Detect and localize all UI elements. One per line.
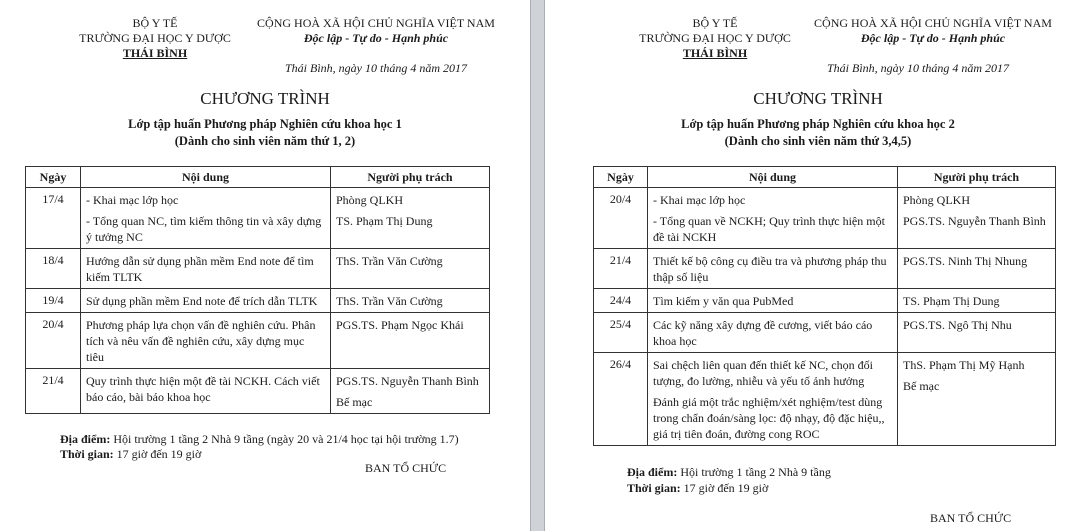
person-line: PGS.TS. Nguyễn Thanh Bình bbox=[336, 374, 479, 388]
cell-person bbox=[331, 249, 490, 289]
cell-day: 26/4 bbox=[594, 353, 648, 446]
cell-content bbox=[648, 188, 898, 249]
content-line: Hướng dẫn sử dụng phần mềm End note để tìm kiếm TLTK bbox=[86, 254, 314, 284]
content-line: Đánh giá một trắc nghiệm/xét nghiệm/test dùng trong chẩn đoán/sàng lọc: độ nhạy, độ đặc hiệu,, giá trị tiên đoán, đường cong ROC bbox=[653, 395, 885, 441]
document-page-2 bbox=[545, 0, 1089, 531]
time-label: Thời gian: bbox=[60, 447, 114, 461]
schedule-table bbox=[593, 166, 1056, 446]
time-label: Thời gian: bbox=[627, 481, 681, 495]
person-line: Phòng QLKH bbox=[903, 193, 971, 207]
document-page-1 bbox=[0, 0, 530, 531]
person-line: Bế mạc bbox=[903, 379, 940, 393]
column-header-person: Người phụ trách bbox=[898, 167, 1056, 188]
person-line: ThS. Trần Văn Cường bbox=[336, 294, 443, 308]
table-row bbox=[594, 188, 1056, 249]
person-line: PGS.TS. Nguyễn Thanh Bình bbox=[903, 214, 1046, 228]
content-line: - Khai mạc lớp học bbox=[653, 193, 746, 207]
content-line: Sai chệch liên quan đến thiết kế NC, chọn đối tượng, đo lường, nhiễu và yếu tố ảnh hưởng bbox=[653, 358, 873, 388]
location-label: Địa điểm: bbox=[627, 465, 678, 479]
org-line3: THÁI BÌNH bbox=[682, 46, 748, 60]
table-row bbox=[26, 188, 490, 249]
person-line: PGS.TS. Ngô Thị Nhu bbox=[903, 318, 1012, 332]
date-line: Thái Bình, ngày 10 tháng 4 năm 2017 bbox=[285, 61, 467, 75]
time-line bbox=[60, 447, 201, 462]
content-line: Quy trình thực hiện một đề tài NCKH. Cách viết báo cáo, bài báo khoa học bbox=[86, 374, 320, 404]
person-line: PGS.TS. Phạm Ngọc Khái bbox=[336, 318, 464, 332]
location-value: Hội trường 1 tầng 2 Nhà 9 tầng bbox=[680, 465, 831, 479]
cell-content bbox=[648, 289, 898, 313]
cell-day: 24/4 bbox=[594, 289, 648, 313]
cell-person bbox=[898, 188, 1056, 249]
cell-content bbox=[648, 313, 898, 353]
date-line: Thái Bình, ngày 10 tháng 4 năm 2017 bbox=[827, 61, 1009, 75]
nation-line2: Độc lập - Tự do - Hạnh phúc bbox=[860, 31, 1006, 45]
table-row bbox=[594, 313, 1056, 353]
column-header-content: Nội dung bbox=[648, 167, 898, 188]
cell-content bbox=[81, 369, 331, 414]
table-row bbox=[594, 353, 1056, 446]
cell-person bbox=[898, 249, 1056, 289]
program-title: CHƯƠNG TRÌNH bbox=[753, 89, 883, 108]
location-value: Hội trường 1 tầng 2 Nhà 9 tầng (ngày 20 và 21/4 học tại hội trường 1.7) bbox=[113, 432, 459, 446]
column-header-day: Ngày bbox=[594, 167, 648, 188]
cell-day: 21/4 bbox=[594, 249, 648, 289]
content-line: - Tổng quan về NCKH; Quy trình thực hiện một đề tài NCKH bbox=[653, 214, 885, 244]
cell-content bbox=[81, 289, 331, 313]
cell-day: 20/4 bbox=[26, 313, 81, 369]
cell-content bbox=[81, 313, 331, 369]
table-row bbox=[26, 369, 490, 414]
person-line: TS. Phạm Thị Dung bbox=[903, 294, 1000, 308]
nation-line1: CỘNG HOÀ XÃ HỘI CHỦ NGHĨA VIỆT NAM bbox=[814, 16, 1052, 30]
content-line: - Tổng quan NC, tìm kiếm thông tin và xây dựng ý tưởng NC bbox=[86, 214, 322, 244]
person-line: TS. Phạm Thị Dung bbox=[336, 214, 433, 228]
program-audience: (Dành cho sinh viên năm thứ 3,4,5) bbox=[724, 134, 912, 148]
location-line bbox=[627, 465, 831, 480]
cell-day: 25/4 bbox=[594, 313, 648, 353]
person-line: ThS. Trần Văn Cường bbox=[336, 254, 443, 268]
table-row bbox=[594, 289, 1056, 313]
schedule-table bbox=[25, 166, 490, 414]
cell-content bbox=[81, 188, 331, 249]
page-divider bbox=[530, 0, 545, 531]
time-line bbox=[627, 481, 768, 496]
nation-line1: CỘNG HOÀ XÃ HỘI CHỦ NGHĨA VIỆT NAM bbox=[257, 16, 495, 30]
cell-day: 19/4 bbox=[26, 289, 81, 313]
person-line: Phòng QLKH bbox=[336, 193, 404, 207]
signature-block: BAN TỔ CHỨC bbox=[930, 511, 1012, 525]
location-line bbox=[60, 432, 459, 447]
table-row bbox=[594, 249, 1056, 289]
cell-person bbox=[331, 313, 490, 369]
signature-block: BAN TỔ CHỨC bbox=[365, 461, 447, 475]
cell-day: 17/4 bbox=[26, 188, 81, 249]
org-line1: BỘ Y TẾ bbox=[692, 16, 738, 30]
time-value: 17 giờ đến 19 giờ bbox=[116, 447, 202, 461]
person-line: ThS. Phạm Thị Mỹ Hạnh bbox=[903, 358, 1025, 372]
person-line: Bế mạc bbox=[336, 395, 373, 409]
org-line2: TRƯỜNG ĐẠI HỌC Y DƯỢC bbox=[79, 31, 231, 45]
nation-line2: Độc lập - Tự do - Hạnh phúc bbox=[303, 31, 449, 45]
cell-person bbox=[331, 188, 490, 249]
cell-day: 20/4 bbox=[594, 188, 648, 249]
content-line: Tìm kiếm y văn qua PubMed bbox=[653, 294, 794, 308]
cell-person bbox=[898, 313, 1056, 353]
cell-content bbox=[648, 249, 898, 289]
cell-person bbox=[331, 289, 490, 313]
table-row bbox=[26, 289, 490, 313]
column-header-person: Người phụ trách bbox=[331, 167, 490, 188]
cell-day: 18/4 bbox=[26, 249, 81, 289]
table-row bbox=[26, 313, 490, 369]
cell-person bbox=[331, 369, 490, 414]
column-header-day: Ngày bbox=[26, 167, 81, 188]
time-value: 17 giờ đến 19 giờ bbox=[683, 481, 769, 495]
content-line: Các kỹ năng xây dựng đề cương, viết báo cáo khoa học bbox=[653, 318, 873, 348]
cell-day: 21/4 bbox=[26, 369, 81, 414]
cell-person bbox=[898, 353, 1056, 446]
cell-content bbox=[648, 353, 898, 446]
person-line: PGS.TS. Ninh Thị Nhung bbox=[903, 254, 1028, 268]
cell-content bbox=[81, 249, 331, 289]
table-row bbox=[26, 249, 490, 289]
content-line: Sử dụng phần mềm End note để trích dẫn TLTK bbox=[86, 294, 318, 308]
column-header-content: Nội dung bbox=[81, 167, 331, 188]
location-label: Địa điểm: bbox=[60, 432, 111, 446]
program-audience: (Dành cho sinh viên năm thứ 1, 2) bbox=[174, 134, 356, 148]
org-line3: THÁI BÌNH bbox=[122, 46, 188, 60]
org-line1: BỘ Y TẾ bbox=[132, 16, 178, 30]
table-header-row bbox=[26, 167, 490, 188]
org-line2: TRƯỜNG ĐẠI HỌC Y DƯỢC bbox=[639, 31, 791, 45]
content-line: Phương pháp lựa chọn vấn đề nghiên cứu. Phân tích và nêu vấn đề nghiên cứu, xây dựng mục tiêu bbox=[86, 318, 316, 364]
content-line: - Khai mạc lớp học bbox=[86, 193, 179, 207]
program-subtitle: Lớp tập huấn Phương pháp Nghiên cứu khoa học 1 bbox=[128, 117, 402, 131]
cell-person bbox=[898, 289, 1056, 313]
table-header-row bbox=[594, 167, 1056, 188]
program-subtitle: Lớp tập huấn Phương pháp Nghiên cứu khoa học 2 bbox=[681, 117, 955, 131]
program-title: CHƯƠNG TRÌNH bbox=[200, 89, 330, 108]
content-line: Thiết kế bộ công cụ điều tra và phương pháp thu thập số liệu bbox=[653, 254, 887, 284]
